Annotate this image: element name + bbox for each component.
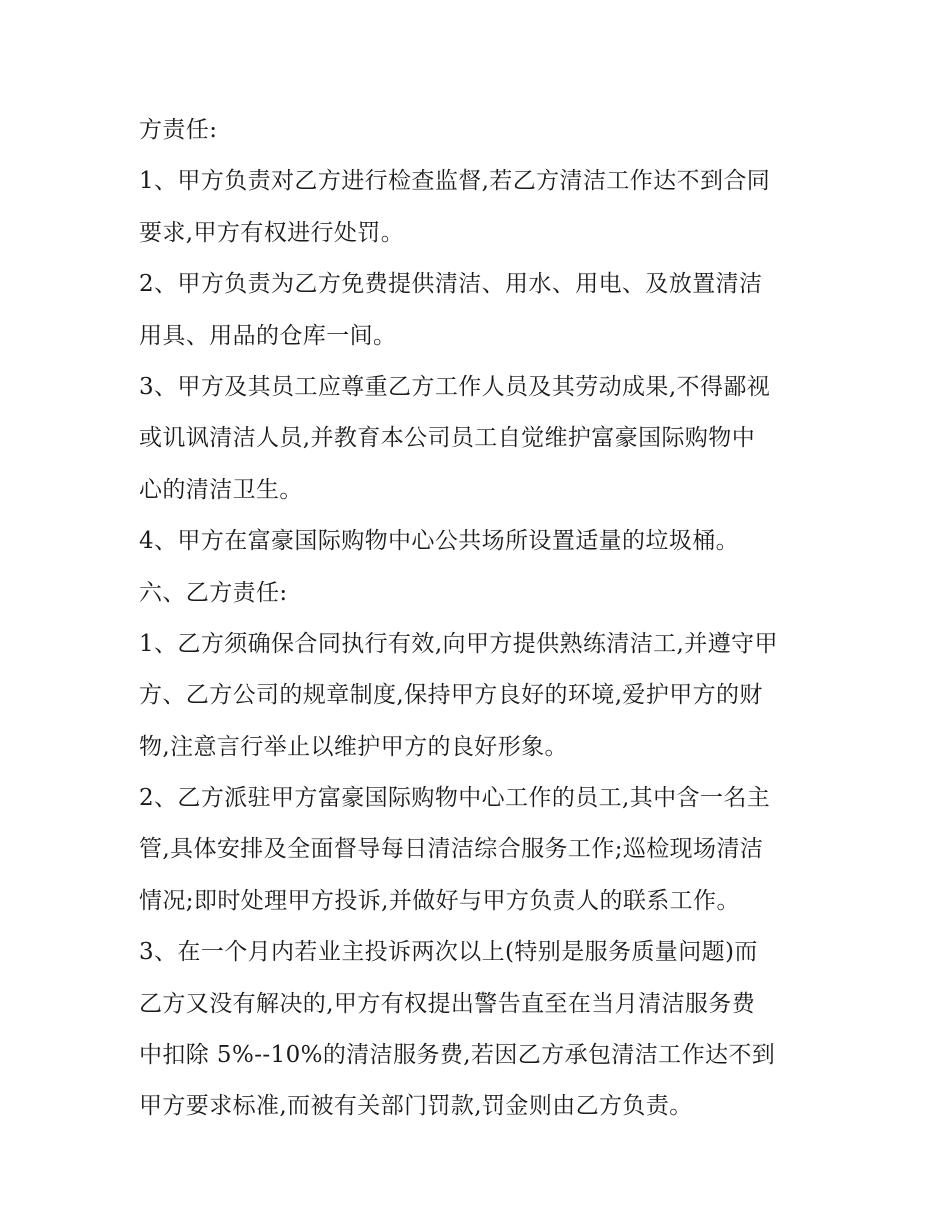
text-line: 2、乙方派驻甲方富豪国际购物中心工作的员工,其中含一名主 bbox=[139, 785, 771, 812]
text-line: 情况;即时处理甲方投诉,并做好与甲方负责人的联系工作。 bbox=[139, 887, 740, 914]
text-line: 1、甲方负责对乙方进行检查监督,若乙方清洁工作达不到合同 bbox=[139, 168, 771, 195]
text-line: 2、甲方负责为乙方免费提供清洁、用水、用电、及放置清洁 bbox=[139, 271, 763, 298]
text-line: 3、甲方及其员工应尊重乙方工作人员及其劳动成果,不得鄙视 bbox=[139, 373, 771, 400]
text-line: 物,注意言行举止以维护甲方的良好形象。 bbox=[139, 733, 568, 760]
text-line: 方责任: bbox=[139, 117, 218, 143]
text-line: 中扣除 5%--10%的清洁服务费,若因乙方承包清洁工作达不到 bbox=[139, 1042, 776, 1069]
text-line: 管,具体安排及全面督导每日清洁综合服务工作;巡检现场清洁 bbox=[139, 836, 764, 863]
text-line: 用具、用品的仓库一间。 bbox=[139, 322, 397, 349]
text-line: 方、乙方公司的规章制度,保持甲方良好的环境,爱护甲方的财 bbox=[139, 682, 763, 709]
text-line: 要求,甲方有权进行处罚。 bbox=[139, 219, 405, 246]
text-line: 乙方又没有解决的,甲方有权提出警告直至在当月清洁服务费 bbox=[139, 990, 756, 1017]
text-line: 1、乙方须确保合同执行有效,向甲方提供熟练清洁工,并遵守甲 bbox=[139, 630, 778, 657]
text-line: 4、甲方在富豪国际购物中心公共场所设置适量的垃圾桶。 bbox=[139, 528, 740, 555]
section-heading: 六、乙方责任: bbox=[139, 579, 288, 606]
text-line: 3、在一个月内若业主投诉两次以上(特别是服务质量问题)而 bbox=[139, 939, 758, 966]
text-line: 或讥讽清洁人员,并教育本公司员工自觉维护富豪国际购物中 bbox=[139, 425, 756, 452]
text-line: 甲方要求标准,而被有关部门罚款,罚金则由乙方负责。 bbox=[139, 1093, 693, 1120]
text-line: 心的清洁卫生。 bbox=[139, 476, 303, 503]
contract-text bbox=[139, 105, 811, 1133]
